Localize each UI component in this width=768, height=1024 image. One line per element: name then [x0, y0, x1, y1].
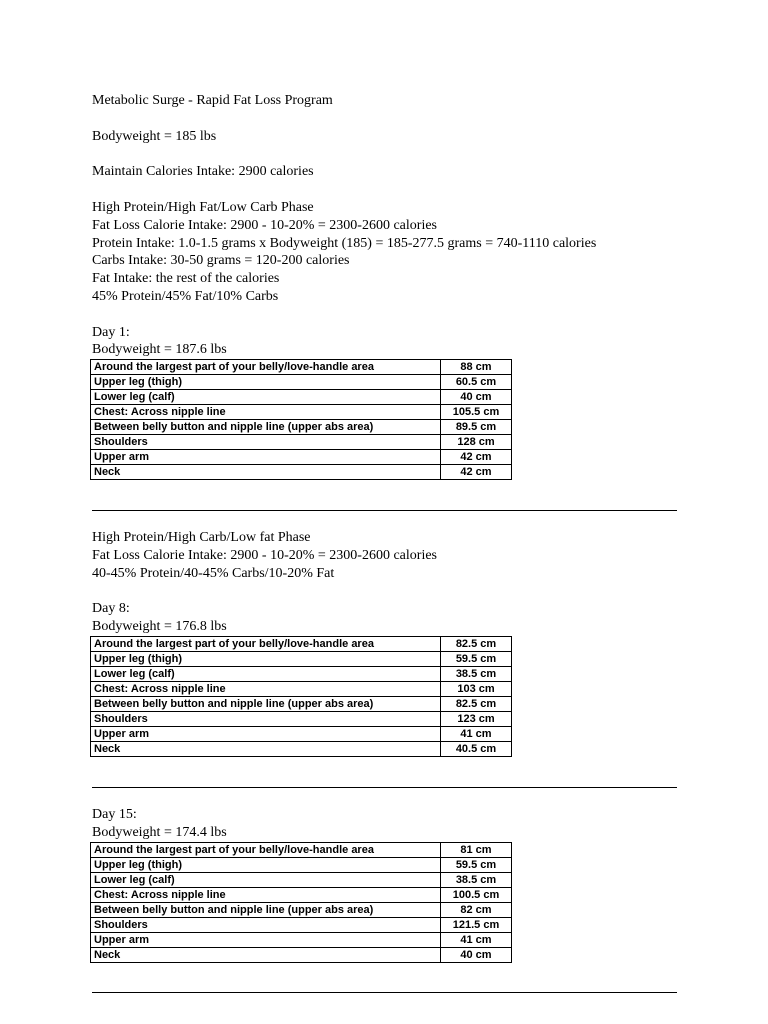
- day-heading: Day 15:: [92, 807, 137, 822]
- table-row: [91, 888, 512, 903]
- table-row: [91, 918, 512, 933]
- measurement-value: 105.5 cm: [441, 405, 512, 420]
- measurement-value: 41 cm: [441, 727, 512, 742]
- section-divider: [92, 787, 677, 788]
- measurement-label: Upper leg (thigh): [91, 858, 441, 873]
- measurement-label: Neck: [91, 948, 441, 963]
- table-row: [91, 465, 512, 480]
- phase1-line: Fat Loss Calorie Intake: 2900 - 10-20% = 2300-2600 calories: [92, 218, 437, 233]
- table-row: [91, 405, 512, 420]
- table-row: [91, 637, 512, 652]
- section-divider: [92, 992, 677, 993]
- table-row: [91, 652, 512, 667]
- phase2-title: High Protein/High Carb/Low fat Phase: [92, 530, 311, 545]
- phase2-line: 40-45% Protein/40-45% Carbs/10-20% Fat: [92, 566, 335, 581]
- measurement-value: 60.5 cm: [441, 375, 512, 390]
- day-heading: Day 1:: [92, 325, 130, 340]
- section-divider: [92, 510, 677, 511]
- measurement-value: 40 cm: [441, 948, 512, 963]
- measurement-value: 81 cm: [441, 843, 512, 858]
- phase1-line: Protein Intake: 1.0-1.5 grams x Bodyweight (185) = 185-277.5 grams = 740-1110 calories: [92, 236, 597, 251]
- measurement-value: 42 cm: [441, 465, 512, 480]
- measurement-label: Around the largest part of your belly/love-handle area: [91, 843, 441, 858]
- table-row: [91, 360, 512, 375]
- measurement-value: 88 cm: [441, 360, 512, 375]
- measurement-label: Upper arm: [91, 450, 441, 465]
- measurement-value: 59.5 cm: [441, 858, 512, 873]
- measurement-label: Shoulders: [91, 712, 441, 727]
- table-row: [91, 933, 512, 948]
- table-row: [91, 435, 512, 450]
- measurement-value: 41 cm: [441, 933, 512, 948]
- measurement-label: Neck: [91, 742, 441, 757]
- measurement-label: Upper arm: [91, 727, 441, 742]
- measurement-label: Chest: Across nipple line: [91, 405, 441, 420]
- table-row: [91, 948, 512, 963]
- measurement-label: Lower leg (calf): [91, 667, 441, 682]
- measurement-value: 38.5 cm: [441, 667, 512, 682]
- page-title: Metabolic Surge - Rapid Fat Loss Program: [92, 93, 333, 108]
- table-row: [91, 682, 512, 697]
- measurement-value: 42 cm: [441, 450, 512, 465]
- measurement-table: [90, 636, 512, 757]
- measurement-label: Between belly button and nipple line (upper abs area): [91, 420, 441, 435]
- table-row: [91, 903, 512, 918]
- measurement-value: 128 cm: [441, 435, 512, 450]
- phase1-title: High Protein/High Fat/Low Carb Phase: [92, 200, 314, 215]
- measurement-value: 40.5 cm: [441, 742, 512, 757]
- measurement-value: 82 cm: [441, 903, 512, 918]
- table-row: [91, 843, 512, 858]
- measurement-label: Around the largest part of your belly/love-handle area: [91, 360, 441, 375]
- measurement-value: 38.5 cm: [441, 873, 512, 888]
- measurement-table: [90, 359, 512, 480]
- measurement-value: 40 cm: [441, 390, 512, 405]
- table-row: [91, 858, 512, 873]
- table-row: [91, 742, 512, 757]
- measurement-label: Upper leg (thigh): [91, 652, 441, 667]
- measurement-value: 89.5 cm: [441, 420, 512, 435]
- day-heading: Day 8:: [92, 601, 130, 616]
- measurement-value: 100.5 cm: [441, 888, 512, 903]
- measurement-label: Upper leg (thigh): [91, 375, 441, 390]
- table-row: [91, 420, 512, 435]
- table-row: [91, 390, 512, 405]
- table-row: [91, 873, 512, 888]
- measurement-label: Chest: Across nipple line: [91, 682, 441, 697]
- measurement-label: Shoulders: [91, 435, 441, 450]
- measurement-label: Around the largest part of your belly/love-handle area: [91, 637, 441, 652]
- table-row: [91, 697, 512, 712]
- maintain-calories: Maintain Calories Intake: 2900 calories: [92, 164, 314, 179]
- measurement-label: Shoulders: [91, 918, 441, 933]
- measurement-table: [90, 842, 512, 963]
- table-row: [91, 375, 512, 390]
- phase1-line: Fat Intake: the rest of the calories: [92, 271, 280, 286]
- measurement-value: 59.5 cm: [441, 652, 512, 667]
- measurement-value: 103 cm: [441, 682, 512, 697]
- day-bodyweight: Bodyweight = 187.6 lbs: [92, 342, 227, 357]
- measurement-label: Between belly button and nipple line (upper abs area): [91, 697, 441, 712]
- measurement-label: Lower leg (calf): [91, 390, 441, 405]
- phase2-line: Fat Loss Calorie Intake: 2900 - 10-20% = 2300-2600 calories: [92, 548, 437, 563]
- day-bodyweight: Bodyweight = 174.4 lbs: [92, 825, 227, 840]
- measurement-value: 123 cm: [441, 712, 512, 727]
- measurement-label: Chest: Across nipple line: [91, 888, 441, 903]
- table-row: [91, 450, 512, 465]
- measurement-label: Between belly button and nipple line (upper abs area): [91, 903, 441, 918]
- phase1-line: 45% Protein/45% Fat/10% Carbs: [92, 289, 279, 304]
- day-bodyweight: Bodyweight = 176.8 lbs: [92, 619, 227, 634]
- measurement-value: 82.5 cm: [441, 637, 512, 652]
- measurement-label: Lower leg (calf): [91, 873, 441, 888]
- measurement-label: Upper arm: [91, 933, 441, 948]
- table-row: [91, 667, 512, 682]
- table-row: [91, 712, 512, 727]
- measurement-value: 82.5 cm: [441, 697, 512, 712]
- starting-bodyweight: Bodyweight = 185 lbs: [92, 129, 217, 144]
- measurement-value: 121.5 cm: [441, 918, 512, 933]
- table-row: [91, 727, 512, 742]
- measurement-label: Neck: [91, 465, 441, 480]
- phase1-line: Carbs Intake: 30-50 grams = 120-200 calories: [92, 253, 350, 268]
